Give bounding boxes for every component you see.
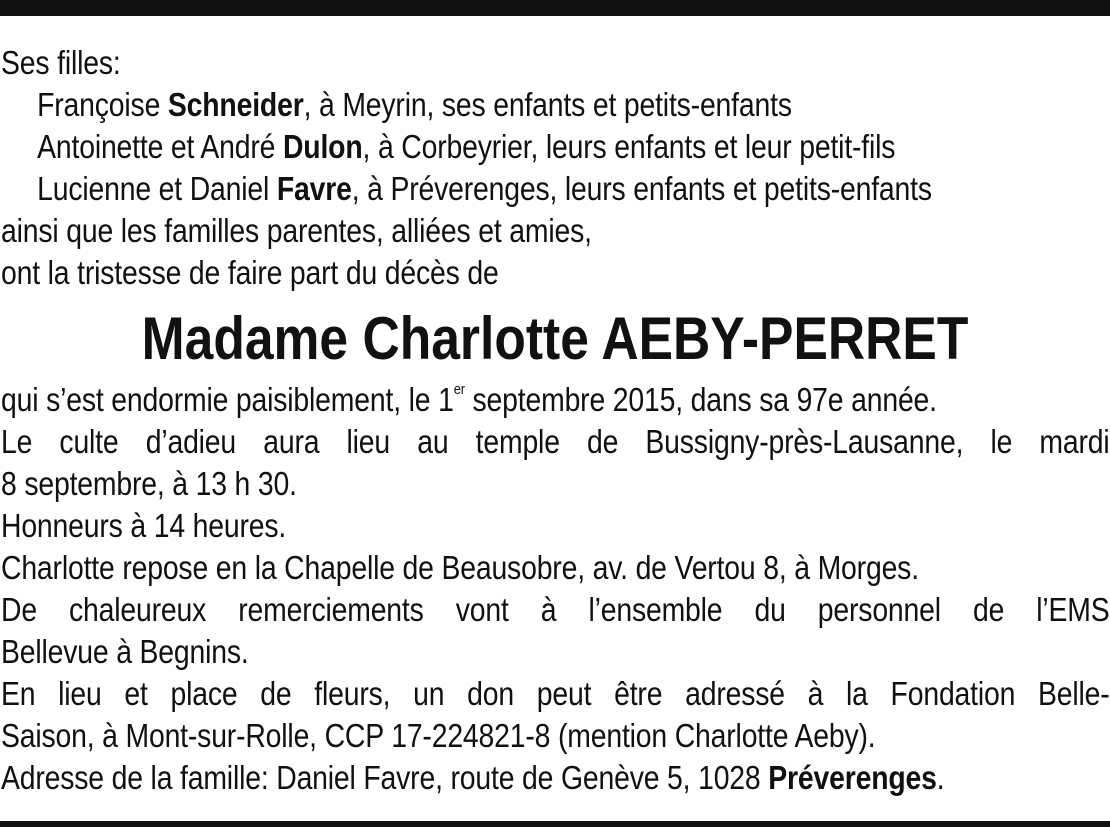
child-surname: Dulon [282,128,363,165]
bottom-rule [0,821,1110,827]
announcement-line: ont la tristesse de faire part du décès de [1,254,499,291]
death-line [1,379,954,421]
child-before: Lucienne et Daniel [37,170,277,207]
child-line [1,168,954,210]
deceased-name: Madame Charlotte AEBY-PERRET [141,305,969,372]
address-line [1,757,954,799]
ceremony-line: Le culte d’adieu aura lieu au temple de Bussigny-près-Lausanne, le mardi [1,423,1110,460]
child-line [1,126,954,168]
rest-line: Charlotte repose en la Chapelle de Beausobre, av. de Vertou 8, à Morges. [1,549,919,586]
child-after: , à Meyrin, ses enfants et petits-enfants [303,86,792,123]
child-line [1,84,954,126]
intro-line: Ses filles: [1,44,121,81]
obituary-text [1,42,1109,799]
honours-line: Honneurs à 14 heures. [1,507,287,544]
child-after: , à Corbeyrier, leurs enfants et leur petit-fils [362,128,896,165]
ceremony-line: 8 septembre, à 13 h 30. [1,465,297,502]
address-town: Préverenges [768,759,937,796]
death-after: septembre 2015, dans sa 97e année. [464,381,937,418]
child-surname: Schneider [167,86,304,123]
child-surname: Favre [276,170,352,207]
families-line: ainsi que les familles parentes, alliées et amies, [1,212,592,249]
address-before: Adresse de la famille: Daniel Favre, route de Genève 5, 1028 [1,759,769,796]
thanks-line: Bellevue à Begnins. [1,633,249,670]
donation-line: Saison, à Mont-sur-Rolle, CCP 17-224821-8 (mention Charlotte Aeby). [1,717,876,754]
child-before: Antoinette et André [37,128,283,165]
ordinal-suffix: er [453,381,465,398]
top-rule [0,0,1110,16]
death-before: qui s’est endormie paisiblement, le 1 [1,381,454,418]
thanks-line: De chaleureux remerciements vont à l’ensemble du personnel de l’EMS [1,591,1110,628]
donation-line: En lieu et place de fleurs, un don peut être adressé à la Fondation Belle- [1,675,1110,712]
child-after: , à Préverenges, leurs enfants et petits-enfants [351,170,932,207]
child-before: Françoise [37,86,168,123]
address-after: . [936,759,945,796]
